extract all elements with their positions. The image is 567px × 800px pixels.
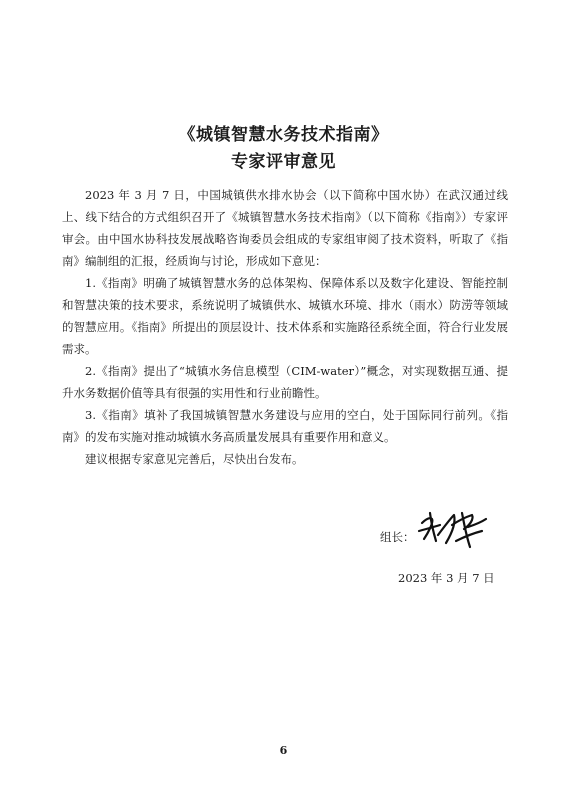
document-body xyxy=(62,184,508,470)
document-subtitle: 专家评审意见 xyxy=(231,152,336,172)
paragraph-intro: 2023 年 3 月 7 日，中国城镇供水排水协会（以下简称中国水协）在武汉通过线上、线下结合的方式组织召开了《城镇智慧水务技术指南》（以下简称《指南》）专家评审会。由中国水协科技发展战略咨询委员会组成的专家组审阅了技术资料，听取了《指南》编制组的汇报，经质询与讨论，形成如下意见： xyxy=(62,188,508,268)
handwritten-signature xyxy=(416,505,496,551)
paragraph-opinion-1: 1.《指南》明确了城镇智慧水务的总体架构、保障体系以及数字化建设、智能控制和智慧决策的技术要求，系统说明了城镇供水、城镇水环境、排水（雨水）防涝等领域的智慧应用。《指南》所提出的顶层设计、技术体系和实施路径系统全面，符合行业发展需求。 xyxy=(62,276,508,356)
paragraph-opinion-3: 3.《指南》填补了我国城镇智慧水务建设与应用的空白，处于国际同行前列。《指南》的发布实施对推动城镇水务高质量发展具有重要作用和意义。 xyxy=(62,408,508,444)
signature-block xyxy=(380,505,510,553)
paragraph-recommendation: 建议根据专家意见完善后，尽快出台发布。 xyxy=(85,452,304,466)
paragraph-opinion-2: 2.《指南》提出了“城镇水务信息模型（CIM-water）”概念，对实现数据互通、提升水务数据价值等具有很强的实用性和行业前瞻性。 xyxy=(62,364,508,400)
page-number: 6 xyxy=(279,744,288,757)
document-title: 《城镇智慧水务技术指南》 xyxy=(178,125,389,145)
document-date: 2023 年 3 月 7 日 xyxy=(398,571,495,585)
signature-label: 组长： xyxy=(380,530,415,544)
